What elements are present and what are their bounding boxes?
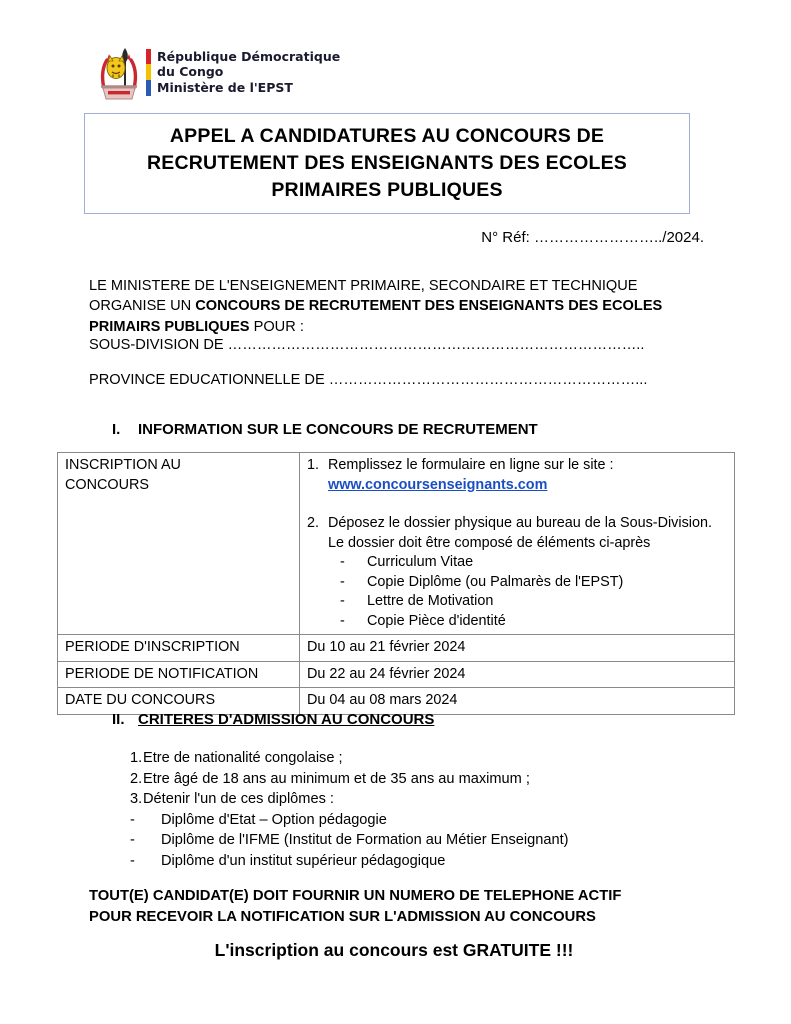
- document-title-box: [84, 113, 690, 214]
- dash-bullet-icon: -: [130, 852, 135, 869]
- cell-periode-inscription-label: PERIODE D'INSCRIPTION: [58, 635, 300, 662]
- list-item: [340, 592, 712, 612]
- list-item: [130, 851, 710, 872]
- criteria-2-text: Etre âgé de 18 ans au minimum et de 35 ans au maximum ;: [143, 770, 530, 787]
- step-2-line-1: Déposez le dossier physique au bureau de la Sous-Division.: [328, 515, 712, 531]
- reference-number: N° Réf: ……………………../2024.: [481, 229, 704, 246]
- cell-periode-notification-value: Du 22 au 24 février 2024: [300, 661, 735, 688]
- diploma-label: Diplôme d'un institut supérieur pédagogique: [161, 852, 446, 869]
- list-item: [340, 612, 712, 632]
- letterhead-text: [157, 49, 340, 96]
- criteria-2-number: 2.: [130, 770, 143, 787]
- criteria-item-2: [130, 769, 710, 790]
- criteria-3-text: Détenir l'un de ces diplômes :: [143, 791, 334, 807]
- diploma-label: Diplôme d'Etat – Option pédagogie: [161, 811, 387, 828]
- dash-bullet-icon: -: [340, 573, 345, 590]
- closing-notice: [89, 886, 709, 928]
- criteria-item-3: [130, 789, 710, 810]
- section-2-label: CRITERES D'ADMISSION AU CONCOURS: [138, 711, 435, 728]
- letterhead-line-3: Ministère de l'EPST: [157, 79, 293, 95]
- drc-coat-of-arms-icon: [97, 42, 141, 102]
- list-item: [130, 810, 710, 831]
- field-sous-division: SOUS-DIVISION DE …………………………………………………………………………..: [89, 337, 645, 353]
- diploma-list: [130, 810, 710, 872]
- dash-bullet-icon: -: [130, 811, 135, 828]
- field-province-educationnelle: PROVINCE EDUCATIONNELLE DE ………………………………………………………...: [89, 372, 648, 388]
- inscription-label-line-1: INSCRIPTION AU: [65, 457, 181, 473]
- document-label: Lettre de Motivation: [367, 593, 494, 609]
- cell-inscription-steps: [300, 453, 735, 635]
- dash-bullet-icon: -: [340, 554, 345, 570]
- step-1-marker: 1.: [307, 457, 320, 473]
- document-label: Copie Pièce d'identité: [367, 612, 506, 629]
- closing-line-1: TOUT(E) CANDIDAT(E) DOIT FOURNIR UN NUMERO DE TELEPHONE ACTIF: [89, 888, 622, 904]
- step-1-text: Remplissez le formulaire en ligne sur le site :: [328, 457, 614, 473]
- letterhead-line-1: République Démocratique: [157, 48, 341, 64]
- cell-date-concours-value: Du 04 au 08 mars 2024: [300, 688, 735, 715]
- section-heading-information: [112, 420, 538, 440]
- step-2-line-2: Le dossier doit être composé de éléments ci-après: [328, 534, 651, 551]
- criteria-1-text: Etre de nationalité congolaise ;: [143, 750, 343, 766]
- free-registration-note: L'inscription au concours est GRATUITE !!!: [214, 940, 574, 960]
- intro-text-part2: POUR :: [249, 318, 304, 335]
- section-1-number: I.: [112, 421, 121, 438]
- tricolor-bar: [146, 49, 151, 96]
- page-title: APPEL A CANDIDATURES AU CONCOURS DE RECRUTEMENT DES ENSEIGNANTS DES ECOLES PRIMAIRES PUBLIQUES: [147, 125, 627, 201]
- section-2-number: II.: [112, 711, 125, 728]
- intro-paragraph: [89, 276, 689, 338]
- table-row-inscription: [58, 453, 735, 635]
- step-2-marker: 2.: [307, 515, 320, 531]
- inscription-steps-list: [307, 456, 728, 631]
- list-item: [340, 573, 712, 593]
- dash-bullet-icon: -: [130, 832, 135, 848]
- inscription-step-1: [307, 456, 728, 495]
- section-heading-criteres: [112, 710, 434, 730]
- step-2-body: [328, 514, 712, 631]
- concours-website-link[interactable]: www.concoursenseignants.com: [328, 476, 548, 493]
- step-1-body: [328, 456, 614, 495]
- section-1-label: INFORMATION SUR LE CONCOURS DE RECRUTEMENT: [138, 421, 538, 438]
- dash-bullet-icon: -: [340, 593, 345, 609]
- table-row: [58, 635, 735, 662]
- criteria-list: [130, 748, 710, 871]
- intro-text-part1: LE MINISTERE DE L'ENSEIGNEMENT PRIMAIRE, SECONDAIRE ET TECHNIQUE ORGANISE UN: [89, 277, 638, 315]
- required-documents-list: [328, 553, 712, 631]
- cell-inscription-label: [58, 453, 300, 635]
- letterhead-line-2: du Congo: [157, 64, 224, 80]
- document-label: Curriculum Vitae: [367, 554, 474, 570]
- closing-line-2: POUR RECEVOIR LA NOTIFICATION SUR L'ADMISSION AU CONCOURS: [89, 909, 596, 925]
- inscription-label-line-2: CONCOURS: [65, 476, 149, 493]
- criteria-item-1: [130, 748, 710, 769]
- list-item: [340, 553, 712, 573]
- dash-bullet-icon: -: [340, 612, 345, 629]
- criteria-1-number: 1.: [130, 750, 143, 766]
- diploma-label: Diplôme de l'IFME (Institut de Formation au Métier Enseignant): [161, 832, 569, 848]
- intro-text-bold: CONCOURS DE RECRUTEMENT DES ENSEIGNANTS DES ECOLES PRIMAIRS PUBLIQUES: [89, 298, 663, 335]
- list-item: [130, 830, 710, 851]
- table-row: [58, 661, 735, 688]
- document-label: Copie Diplôme (ou Palmarès de l'EPST): [367, 573, 624, 590]
- information-table: [57, 452, 735, 715]
- cell-date-concours-label: DATE DU CONCOURS: [58, 688, 300, 715]
- cell-periode-inscription-value: Du 10 au 21 février 2024: [300, 635, 735, 662]
- cell-periode-notification-label: PERIODE DE NOTIFICATION: [58, 661, 300, 688]
- letterhead: [97, 42, 340, 102]
- inscription-step-2: [307, 514, 728, 631]
- criteria-3-number: 3.: [130, 791, 143, 807]
